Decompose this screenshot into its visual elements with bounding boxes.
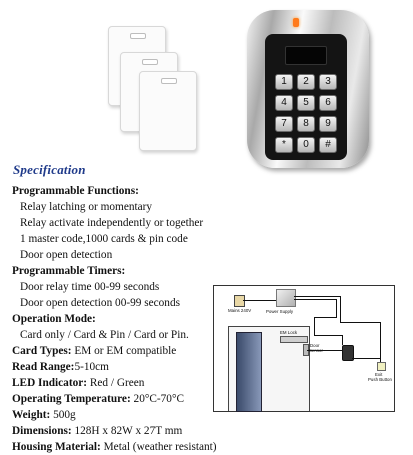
spec-line: Card only / Card & Pin / Card or Pin.: [20, 329, 189, 341]
spec-label: LED Indicator:: [12, 377, 88, 389]
keypad-key: 2: [297, 74, 315, 90]
keypad-key: 4: [275, 95, 293, 111]
keypad-key: 7: [275, 116, 293, 132]
spec-line: [12, 439, 262, 455]
spec-label: Operating Temperature:: [12, 393, 131, 405]
spec-line: [12, 423, 262, 439]
keypad-device-image: [247, 10, 369, 168]
spec-label: Read Range:: [12, 361, 75, 373]
power-supply-box: [276, 289, 296, 307]
keypad-key: 5: [297, 95, 315, 111]
keypad-key: 6: [319, 95, 337, 111]
spec-label: Card Types:: [12, 345, 72, 357]
spec-line: Relay activate independently or together: [20, 217, 204, 229]
spec-label: Weight:: [12, 409, 51, 421]
exit-button: [377, 362, 386, 371]
keypad-key: 9: [319, 116, 337, 132]
spec-value: 20°C-70°C: [130, 393, 185, 405]
led-indicator: [293, 18, 299, 27]
door-sensor-label-1: Door: [310, 343, 320, 348]
spec-value: 5-10cm: [74, 361, 109, 373]
door-leaf: [236, 332, 262, 412]
spec-value: Red / Green: [87, 377, 145, 389]
power-supply-label: Power Supply: [266, 309, 294, 314]
keypad-key: 1: [275, 74, 293, 90]
spec-value: 500g: [50, 409, 76, 421]
exit-label-2: Push Button: [368, 377, 392, 382]
keypad-key: 8: [297, 116, 315, 132]
em-lock-label: EM Lock: [280, 330, 298, 335]
spec-line: Programmable Functions:: [12, 185, 139, 197]
spec-line: 1 master code,1000 cards & pin code: [20, 233, 188, 245]
keypad-panel: [265, 34, 347, 160]
keypad-key: 0: [297, 137, 315, 153]
spec-value: EM or EM compatible: [71, 345, 177, 357]
keypad-key: *: [275, 137, 293, 153]
mains-label: Mains 240V: [228, 308, 252, 313]
spec-line: Door open detection: [20, 249, 113, 261]
spec-value: Metal (weather resistant): [100, 441, 217, 453]
spec-label: Dimensions:: [12, 425, 72, 437]
keypad-key: #: [319, 137, 337, 153]
spec-line: Door open detection 00-99 seconds: [20, 297, 180, 309]
spec-line: Door relay time 00-99 seconds: [20, 281, 160, 293]
keypad-key: 3: [319, 74, 337, 90]
wiring-diagram: [213, 285, 395, 412]
spec-line: Programmable Timers:: [12, 265, 126, 277]
access-card-front: [139, 71, 197, 151]
spec-label: Housing Material:: [12, 441, 101, 453]
em-lock: [280, 336, 308, 343]
card-reader-window: [285, 46, 327, 65]
specification-title: Specification: [13, 162, 86, 177]
spec-value: 128H x 82W x 27T mm: [71, 425, 183, 437]
mains-plug-icon: [234, 295, 245, 307]
spec-line: Relay latching or momentary: [20, 201, 153, 213]
exit-label-1: Exit: [375, 372, 383, 377]
spec-line: Operation Mode:: [12, 313, 96, 325]
